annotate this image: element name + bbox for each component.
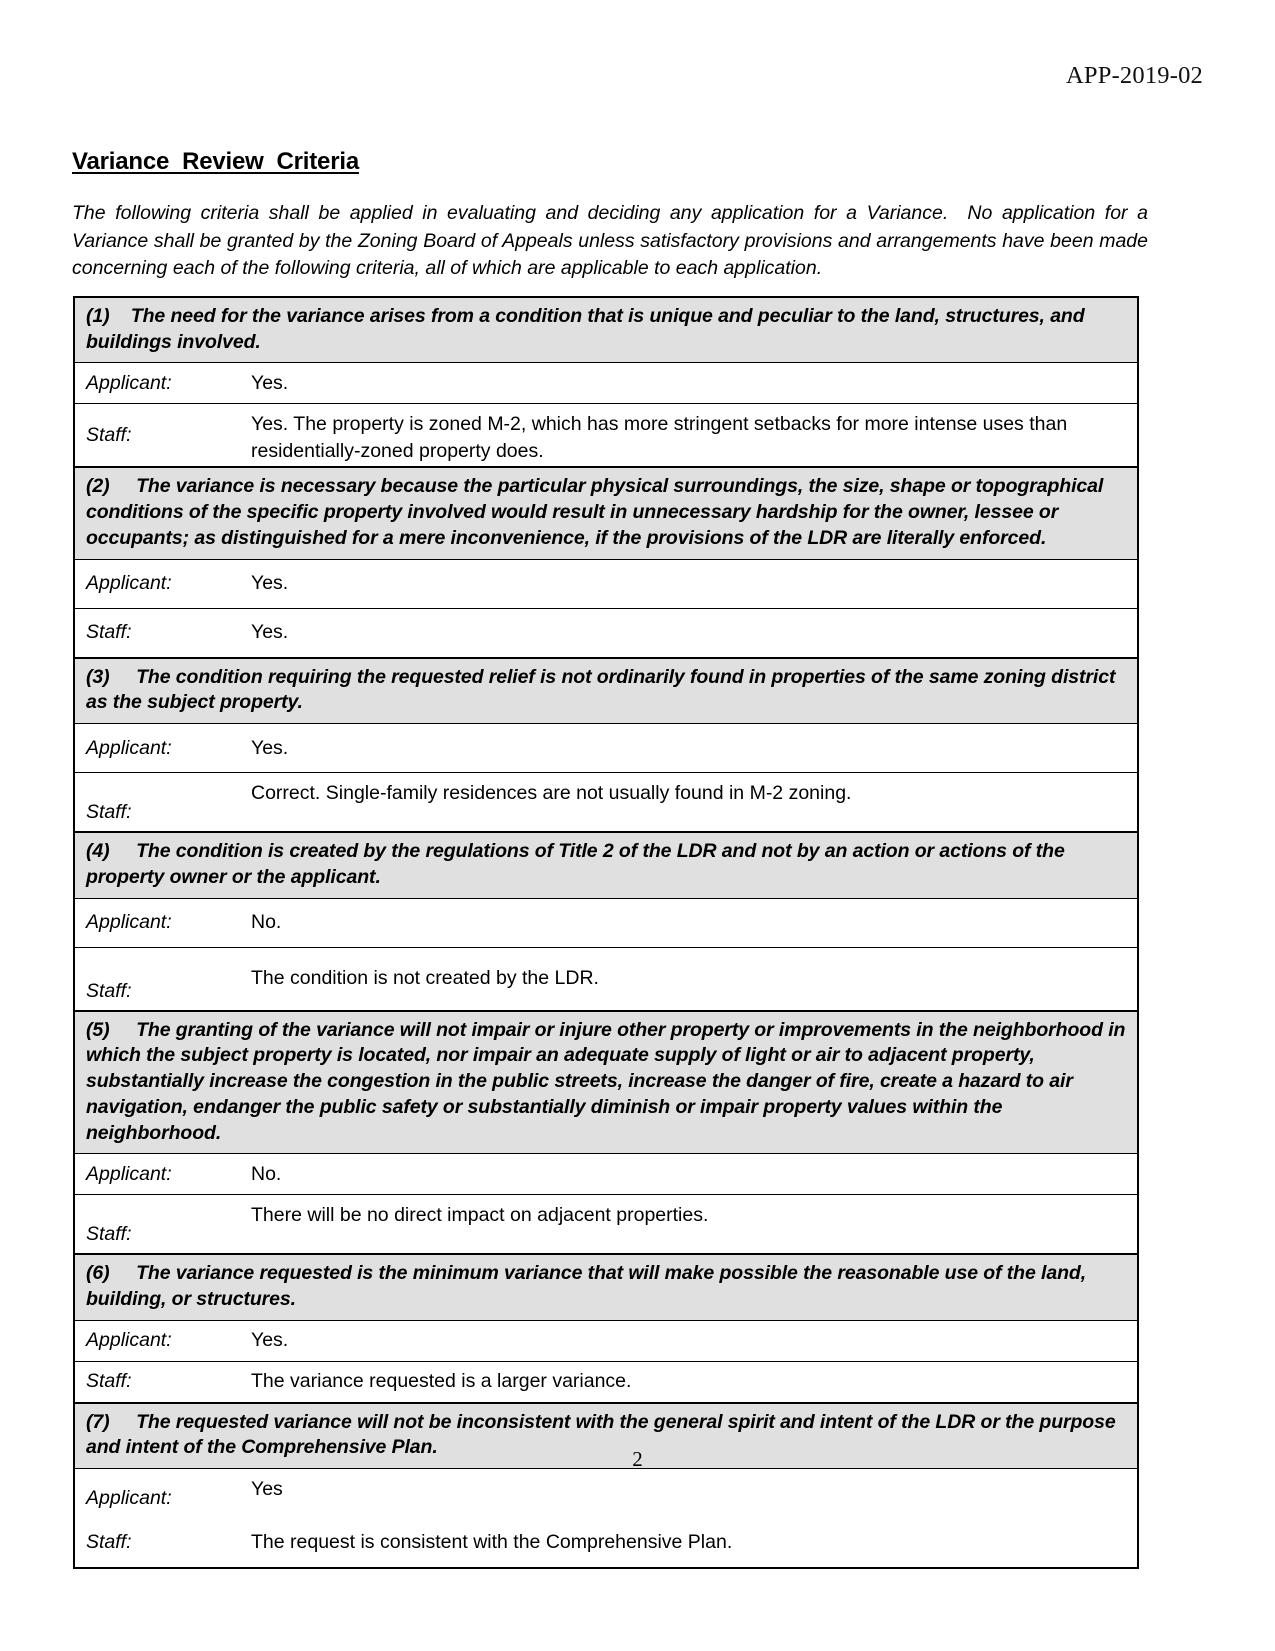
applicant-label: Applicant:: [86, 371, 172, 394]
criterion-heading-5: (5) The granting of the variance will not impair or injure other property or improvements in the neighborhood in which the subject property is located, nor impair an adequate supply of light or air to adjacent property, substantially increase the congestion in the public streets, increase the danger of fire, create a hazard to air navigation, endanger the public safety or substantially diminish or impair property values within the neighborhood.: [75, 1011, 1137, 1155]
criterion-7-answers: [75, 1469, 1137, 1567]
criterion-heading-6: (6) The variance requested is the minimum variance that will make possible the reasonable use of the land, building, or structures.: [75, 1254, 1137, 1320]
applicant-answer-1: Yes.: [251, 372, 289, 395]
criterion-block-1: [75, 298, 1137, 467]
page-number: 2: [632, 1447, 643, 1471]
staff-row-6: [75, 1362, 1137, 1403]
applicant-answer-4: No.: [251, 911, 282, 934]
staff-answer-2: Yes.: [251, 621, 289, 644]
staff-label: Staff:: [86, 1223, 132, 1246]
criterion-heading-4: (4) The condition is created by the regulations of Title 2 of the LDR and not by an action or actions of the property owner or the applicant.: [75, 832, 1137, 898]
staff-label: Staff:: [86, 979, 132, 1002]
criterion-block-2: [75, 467, 1137, 657]
staff-row-2: [75, 609, 1137, 658]
applicant-row-7: [75, 1469, 1137, 1517]
applicant-answer-3: Yes.: [251, 736, 289, 759]
applicant-label: Applicant:: [86, 736, 172, 759]
staff-label: Staff:: [86, 1530, 132, 1553]
criterion-block-6: [75, 1254, 1137, 1402]
criterion-block-5: [75, 1011, 1137, 1255]
staff-row-5: [75, 1195, 1137, 1254]
applicant-row-2: [75, 560, 1137, 609]
applicant-label: Applicant:: [86, 1162, 172, 1185]
applicant-answer-5: No.: [251, 1162, 282, 1185]
applicant-row-6: [75, 1321, 1137, 1362]
criterion-block-3: [75, 658, 1137, 832]
staff-label: Staff:: [86, 801, 132, 824]
staff-answer-6: The variance requested is a larger variance.: [251, 1370, 632, 1393]
applicant-answer-6: Yes.: [251, 1329, 289, 1352]
applicant-row-3: [75, 724, 1137, 773]
staff-answer-5: There will be no direct impact on adjacent properties.: [251, 1204, 709, 1227]
applicant-answer-7: Yes: [251, 1478, 283, 1501]
criterion-heading-3: (3) The condition requiring the requested relief is not ordinarily found in properties of the same zoning district as the subject property.: [75, 658, 1137, 724]
staff-row-4: [75, 948, 1137, 1011]
applicant-label: Applicant:: [86, 911, 172, 934]
applicant-label: Applicant:: [86, 1329, 172, 1352]
staff-label: Staff:: [86, 621, 132, 644]
applicant-answer-2: Yes.: [251, 572, 289, 595]
staff-answer-3: Correct. Single-family residences are not usually found in M-2 zoning.: [251, 782, 852, 805]
staff-answer-1: Yes. The property is zoned M-2, which has more stringent setbacks for more intense uses than residentially-zoned property does.: [251, 413, 1073, 463]
staff-answer-4: The condition is not created by the LDR.: [251, 967, 599, 990]
applicant-row-5: [75, 1154, 1137, 1195]
staff-label: Staff:: [86, 423, 132, 446]
applicant-row-4: [75, 899, 1137, 948]
page-title: Variance Review Criteria: [72, 148, 359, 175]
application-id-header: APP-2019-02: [1066, 62, 1203, 89]
staff-label: Staff:: [86, 1370, 132, 1393]
staff-answer-7: The request is consistent with the Comprehensive Plan.: [251, 1530, 733, 1553]
variance-criteria-table: [73, 296, 1139, 1569]
criterion-block-7: [75, 1403, 1137, 1567]
intro-paragraph: The following criteria shall be applied in evaluating and deciding any application for a Variance. No application for a Variance shall be granted by the Zoning Board of Appeals unless satisfactory provisions and arrangements have been made concerning each of the following criteria, all of which are applicable to each application.: [72, 202, 1154, 280]
applicant-row-1: [75, 363, 1137, 404]
staff-row-7: [75, 1517, 1137, 1567]
criterion-heading-1: (1) The need for the variance arises from a condition that is unique and peculiar to the land, structures, and buildings involved.: [75, 298, 1137, 363]
criterion-heading-7: (7) The requested variance will not be inconsistent with the general spirit and intent of the LDR or the purpose and intent of the Comprehensive Plan.: [75, 1403, 1137, 1469]
applicant-label: Applicant:: [86, 1487, 172, 1510]
criterion-heading-2: (2) The variance is necessary because the particular physical surroundings, the size, shape or topographical conditions of the specific property involved would result in unnecessary hardship for the owner, lessee or occupants; as distinguished for a mere inconvenience, if the provisions of the LDR are literally enforced.: [75, 467, 1137, 559]
staff-row-1: [75, 404, 1137, 467]
criterion-block-4: [75, 832, 1137, 1010]
staff-row-3: [75, 773, 1137, 832]
applicant-label: Applicant:: [86, 572, 172, 595]
